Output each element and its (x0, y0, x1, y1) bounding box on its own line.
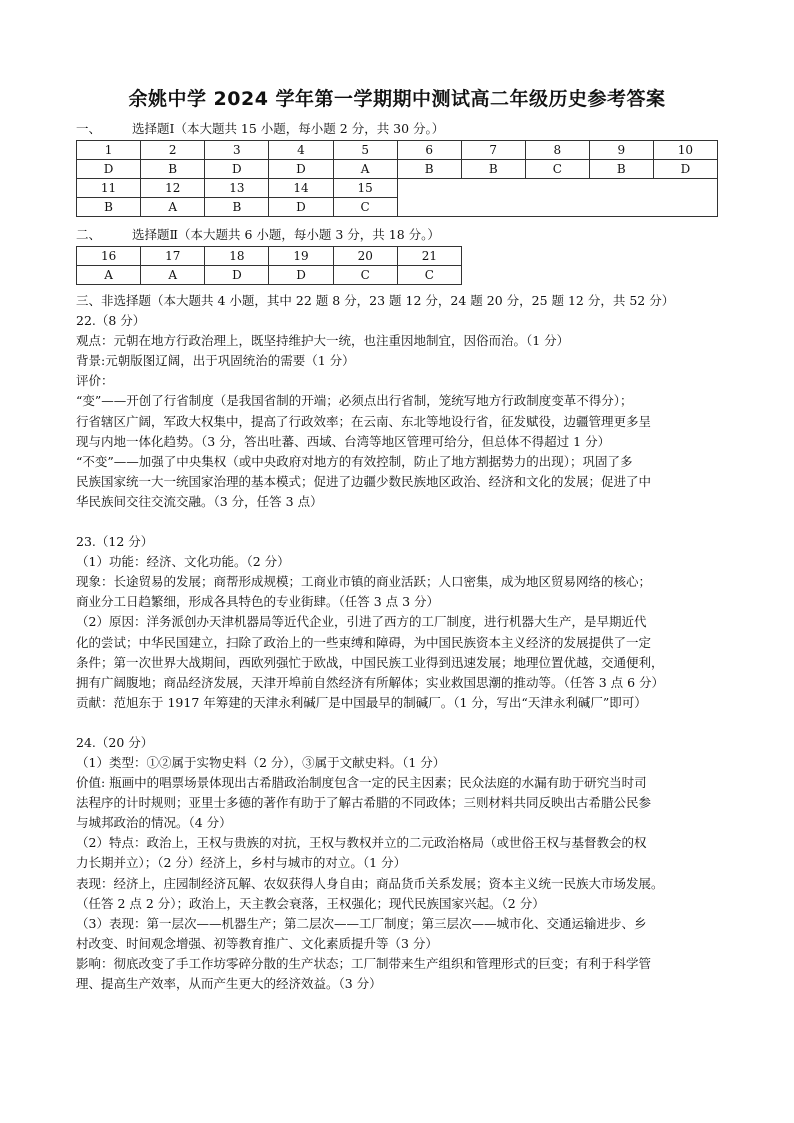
answer-cell: A (141, 198, 205, 217)
table-row (77, 247, 462, 266)
text-line: “不变”——加强了中央集权（或中央政府对地方的有效控制，防止了地方割据势力的出现）；巩固了多 (76, 453, 633, 469)
page-title: 余姚中学 2024 学年第一学期期中测试高二年级历史参考答案 (128, 88, 666, 110)
question-number: 1 (77, 141, 141, 160)
answer-cell: C (333, 266, 397, 285)
answer-cell: B (77, 198, 141, 217)
text-line: （3）表现：第一层次——机器生产；第二层次——工厂制度；第三层次——城市化、交通运输进步、乡 (76, 915, 647, 931)
answer-cell: A (333, 160, 397, 179)
answer-cell: B (141, 160, 205, 179)
answer-cell: D (269, 198, 333, 217)
answer-cell: B (589, 160, 653, 179)
text-line: 观点：元朝在地方行政治理上，既坚持维护大一统，也注重因地制宜，因俗而治。（1 分） (76, 333, 570, 349)
answer-cell: C (525, 160, 589, 179)
text-line: 理、提高生产效率，从而产生更大的经济效益。（3 分） (76, 976, 382, 991)
question-number: 2 (141, 141, 205, 160)
answer-cell: A (77, 266, 141, 285)
text-line: （1）类型：①②属于实物史料（2 分），③属于文献史料。（1 分） (76, 754, 446, 770)
text-line: 条件；第一次世界大战期间，西欧列强忙于欧战，中国民族工业得到迅速发展；地理位置优越，交通便利， (76, 654, 664, 670)
answer-cell: A (141, 266, 205, 285)
question-number: 12 (141, 179, 205, 198)
answer-table-1 (76, 140, 718, 217)
answer-cell: D (205, 266, 269, 285)
answer-cell: B (461, 160, 525, 179)
question-number: 21 (397, 247, 461, 266)
answer-cell: D (653, 160, 717, 179)
question-number: 7 (461, 141, 525, 160)
question-number: 17 (141, 247, 205, 266)
table-row (77, 179, 718, 198)
section-1-text: 选择题Ⅰ（本大题共 15 小题，每小题 2 分，共 30 分。） (132, 121, 445, 136)
question-number: 14 (269, 179, 333, 198)
answer-cell: D (205, 160, 269, 179)
text-line: 与城邦政治的情况。（4 分） (76, 815, 232, 831)
table-row (77, 160, 718, 179)
question-number: 8 (525, 141, 589, 160)
question-number: 20 (333, 247, 397, 266)
text-line: 22.（8 分） (76, 313, 146, 329)
text-line: 拥有广阔腹地；商品经济发展，天津开埠前自然经济有所解体；实业救国思潮的推动等。（任答 3 点 6 分） (76, 674, 665, 690)
text-line: 价值: 瓶画中的唱票场景体现出古希腊政治制度包含一定的民主因素；民众法庭的水漏有助于研究当时司 (76, 775, 647, 791)
text-line: 评价： (76, 373, 114, 389)
spacer (76, 512, 726, 532)
answer-cell: C (333, 198, 397, 217)
question-number: 9 (589, 141, 653, 160)
text-line: 现与内地一体化趋势。（3 分，答出吐蕃、西域、台湾等地区管理可给分，但总体不得超过 1 分） (76, 433, 611, 449)
text-line: 华民族间交往交流交融。（3 分，任答 3 点） (76, 493, 323, 509)
question-number: 3 (205, 141, 269, 160)
answer-cell: B (205, 198, 269, 217)
question-number: 19 (269, 247, 333, 266)
text-line: （任答 2 点 2 分）；政治上，天主教会衰落，王权强化；现代民族国家兴起。（2 分） (76, 895, 545, 911)
answer-cell: D (269, 266, 333, 285)
table-row (77, 266, 462, 285)
question-number: 6 (397, 141, 461, 160)
text-line: 力长期并立）；（2 分）经济上，乡村与城市的对立。（1 分） (76, 855, 407, 871)
answer-body (76, 291, 726, 994)
table-row (77, 141, 718, 160)
text-line: 三、非选择题（本大题共 4 小题，其中 22 题 8 分，23 题 12 分，24 题 20 分，25 题 12 分，共 52 分） (76, 293, 675, 308)
text-line: 村改变、时间观念增强、初等教育推广、文化素质提升等（3 分） (76, 935, 438, 951)
text-line: 表现：经济上，庄园制经济瓦解、农奴获得人身自由；商品货币关系发展；资本主义统一民族大市场发展。 (76, 875, 664, 891)
section-2-number: 二、 (76, 227, 102, 242)
text-line: 贡献：范旭东于 1917 年筹建的天津永利碱厂是中国最早的制碱厂。（1 分，写出“天津永利碱厂”即可） (76, 694, 647, 710)
section-2-heading (76, 227, 440, 243)
question-number: 15 (333, 179, 397, 198)
text-line: 民族国家统一大一统国家治理的基本模式；促进了边疆少数民族地区政治、经济和文化的发展；促进了中 (76, 473, 652, 489)
answer-table-2 (76, 246, 462, 285)
text-line: （2）特点：政治上，王权与贵族的对抗，王权与教权并立的二元政治格局（或世俗王权与基督教会的权 (76, 835, 647, 851)
empty-cell (397, 179, 717, 217)
text-line: 影响：彻底改变了手工作坊零碎分散的生产状态；工厂制带来生产组织和管理形式的巨变；有利于科学管 (76, 955, 652, 971)
question-number: 11 (77, 179, 141, 198)
text-line: （1）功能：经济、文化功能。（2 分） (76, 554, 290, 570)
question-number: 13 (205, 179, 269, 198)
text-line: 化的尝试；中华民国建立，扫除了政治上的一些束缚和障碍，为中国民族资本主义经济的发展提供了一定 (76, 634, 652, 650)
text-line: 现象：长途贸易的发展；商帮形成规模；工商业市镇的商业活跃；人口密集，成为地区贸易网络的核心； (76, 574, 652, 590)
section-2-text: 选择题Ⅱ（本大题共 6 小题，每小题 3 分，共 18 分。） (132, 227, 440, 242)
text-line: （2）原因：洋务派创办天津机器局等近代企业，引进了西方的工厂制度，进行机器大生产，是早期近代 (76, 614, 647, 630)
text-line: 背景:元朝版图辽阔，出于巩固统治的需要（1 分） (76, 353, 355, 369)
answer-cell: B (397, 160, 461, 179)
text-line: 商业分工日趋繁细，形成各具特色的专业街肆。（任答 3 点 3 分） (76, 594, 440, 610)
section-1-number: 一、 (76, 121, 102, 136)
answer-cell: C (397, 266, 461, 285)
answer-cell: D (269, 160, 333, 179)
section-1-heading (76, 121, 444, 137)
text-line: 23.（12 分） (76, 534, 154, 550)
question-number: 16 (77, 247, 141, 266)
spacer (76, 713, 726, 733)
question-number: 18 (205, 247, 269, 266)
text-line: “变”——开创了行省制度（是我国省制的开端；必须点出行省制，笼统写地方行政制度变革不得分）； (76, 393, 633, 409)
question-number: 10 (653, 141, 717, 160)
answer-cell: D (77, 160, 141, 179)
text-line: 行省辖区广阔，军政大权集中，提高了行政效率；在云南、东北等地设行省，征发赋役，边疆管理更多呈 (76, 413, 652, 429)
text-line: 法程序的计时规则；亚里士多德的著作有助于了解古希腊的不同政体；三则材料共同反映出古希腊公民参 (76, 795, 652, 811)
text-line: 24.（20 分） (76, 734, 154, 750)
question-number: 5 (333, 141, 397, 160)
question-number: 4 (269, 141, 333, 160)
